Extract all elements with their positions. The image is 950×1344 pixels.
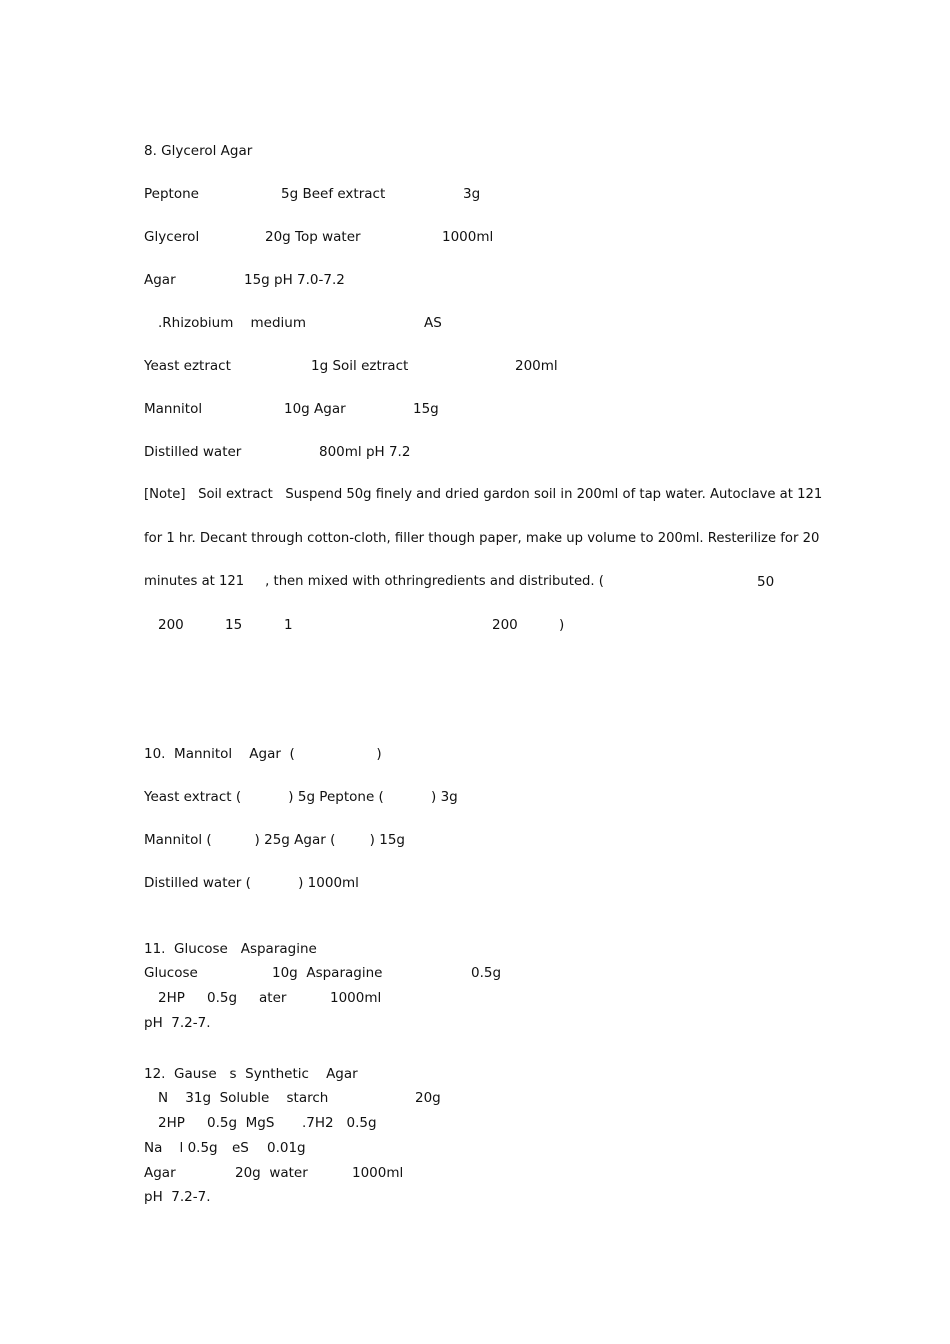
s10-row-1: Yeast extract ( ) 5g Peptone ( ) 3g [144,789,458,805]
section-12-title: 12. Gause s Synthetic Agar [144,1066,358,1082]
s12-starch-value: 20g [415,1090,441,1106]
s8-beef-value: 3g [463,186,481,202]
s9-note-line-4-b: 15 [225,617,243,633]
s12-kno3-starch: N 31g Soluble starch [158,1090,329,1106]
s11-water-value: 1000ml [330,990,382,1006]
s12-ph: pH 7.2-7. [144,1189,211,1205]
s9-note-line-1: [Note] Soil extract Suspend 50g finely and dried gardon soil in 200ml of tap water. Autoclave at 121 [144,487,823,502]
s9-yeast-value: 1g Soil eztract [311,358,409,374]
s11-k2hp-value: 0.5g [207,990,238,1006]
s12-water-value: 1000ml [352,1165,404,1181]
s9-mannitol-label: Mannitol [144,401,203,417]
s11-ph: pH 7.2-7. [144,1015,211,1031]
s9-water-value: 800ml pH 7.2 [319,444,411,460]
s9-note-line-4-a: 200 [158,617,184,633]
s11-glucose-value: 10g Asparagine [272,965,383,981]
s8-glycerol-value: 20g Top water [265,229,361,245]
s9-note-line-4-c: 1 [284,617,293,633]
s11-asparagine-value: 0.5g [471,965,502,981]
s9-note-line-3-value: 50 [757,574,775,590]
s12-nacl: Na l 0.5g [144,1140,218,1156]
s9-note-line-4-e: ) [559,617,565,633]
s11-k2hp-label: 2HP [158,990,185,1006]
s12-k2hp-label: 2HP [158,1115,185,1131]
s11-water-label: ater [259,990,287,1006]
s9-soil-value: 200ml [515,358,558,374]
s9-agar-value: 15g [413,401,439,417]
s12-k2hp-mgs: 0.5g MgS [207,1115,275,1131]
s8-peptone-label: Peptone [144,186,199,202]
s12-feso4-label: eS [232,1140,249,1156]
s8-glycerol-label: Glycerol [144,229,200,245]
s12-agar-water: 20g water [235,1165,308,1181]
section-9-title: .Rhizobium medium [158,315,306,331]
section-8-title: 8. Glycerol Agar [144,143,253,159]
s10-row-3: Distilled water ( ) 1000ml [144,875,359,891]
s9-note-line-2: for 1 hr. Decant through cotton-cloth, filler though paper, make up volume to 200ml. Resterilize for 20 [144,531,820,546]
s8-peptone-value: 5g Beef extract [281,186,386,202]
s8-agar-value: 15g pH 7.0-7.2 [244,272,345,288]
section-10-title: 10. Mannitol Agar ( ) [144,746,382,762]
s10-row-2: Mannitol ( ) 25g Agar ( ) 15g [144,832,405,848]
s12-agar-label: Agar [144,1165,176,1181]
section-9-title-suffix: AS [424,315,442,331]
s11-glucose-label: Glucose [144,965,198,981]
s12-mgso4-value: .7H2 0.5g [302,1115,377,1131]
s9-yeast-label: Yeast eztract [144,358,231,374]
s9-mannitol-value: 10g Agar [284,401,346,417]
s8-water-value: 1000ml [442,229,494,245]
section-11-title: 11. Glucose Asparagine [144,941,317,957]
s12-feso4-value: 0.01g [267,1140,306,1156]
s9-note-line-3: minutes at 121 , then mixed with othringredients and distributed. ( [144,574,604,589]
s9-water-label: Distilled water [144,444,242,460]
s8-agar-label: Agar [144,272,176,288]
s9-note-line-4-d: 200 [492,617,518,633]
